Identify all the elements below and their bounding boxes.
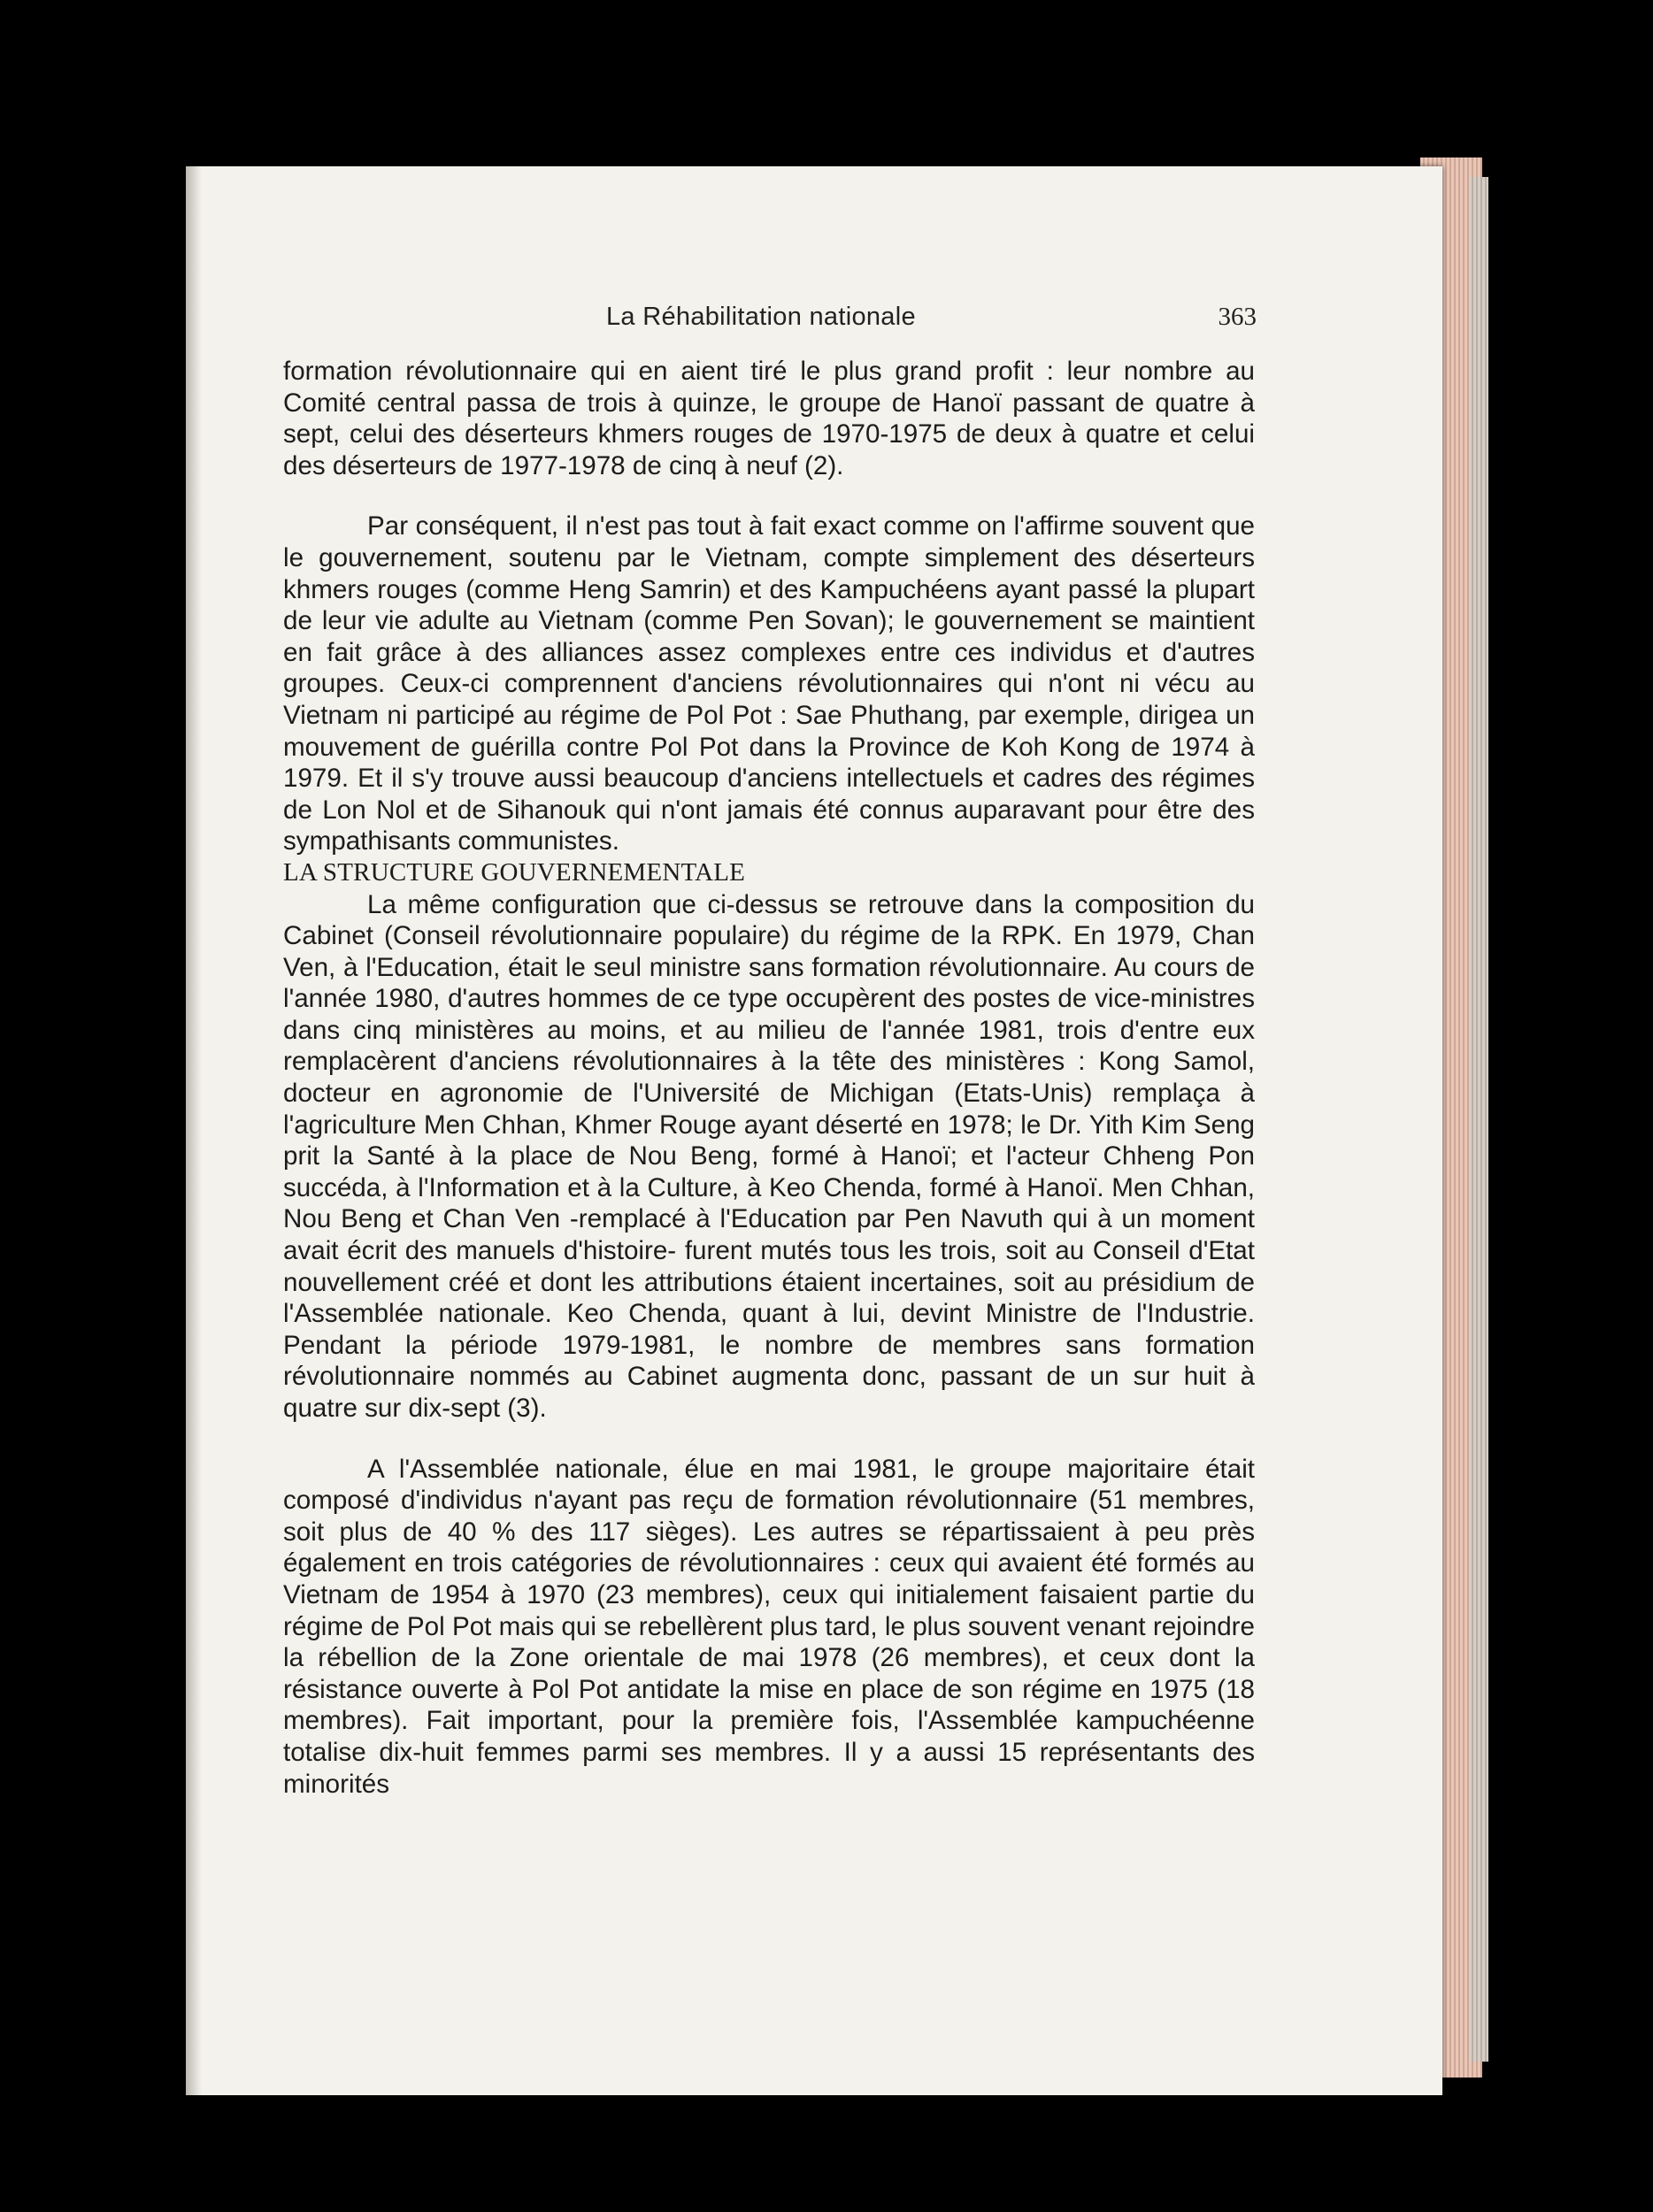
paragraph-4: A l'Assemblée nationale, élue en mai 1981, le groupe majoritaire était composé d'individus n'ayant pas reçu de formation révolutionnaire (51 membres, soit plus de 40 % des 117 sièges). Les autres se répartissaient à peu près également en trois catégories de révolutionnaires : ceux qui avaient été formés au Vietnam de 1954 à 1970 (23 membres), ceux qui initialement faisaient partie du régime de Pol Pot mais qui se rebellèrent plus tard, le plus souvent venant rejoindre la rébellion de la Zone orientale de mai 1978 (26 membres), et ceux dont la résistance ouverte à Pol Pot antidate la mise en place de son régime en 1975 (18 membres). Fait important, pour la première fois, l'Assemblée kampuchéenne totalise dix-huit femmes parmi ses membres. Il y a aussi 15 représentants des minorités [283,1454,1255,1799]
page-number: 363 [1218,303,1257,331]
body-text [283,356,1255,1800]
page-edges-inner [1469,177,1488,2062]
section-heading: LA STRUCTURE GOUVERNEMENTALE [283,857,746,887]
running-header [283,303,1257,347]
paragraph-2: Par conséquent, il n'est pas tout à fait exact comme on l'affirme souvent que le gouvernement, soutenu par le Vietnam, compte simplement des déserteurs khmers rouges (comme Heng Samrin) et des Kampuchéens ayant passé la plupart de leur vie adulte au Vietnam (comme Pen Sovan); le gouvernement se maintient en fait grâce à des alliances assez complexes entre ces individus et d'autres groupes. Ceux-ci comprennent d'anciens révolutionnaires qui n'ont ni vécu au Vietnam ni participé au régime de Pol Pot : Sae Phuthang, par exemple, dirigea un mouvement de guérilla contre Pol Pot dans la Province de Koh Kong de 1974 à 1979. Et il s'y trouve aussi beaucoup d'anciens intellectuels et cadres des régimes de Lon Nol et de Sihanouk qui n'ont jamais été connus auparavant pour être des sympathisants communistes. [283,511,1255,856]
paragraph-3: La même configuration que ci-dessus se retrouve dans la composition du Cabinet (Conseil révolutionnaire populaire) du régime de la RPK. En 1979, Chan Ven, à l'Education, était le seul ministre sans formation révolutionnaire. Au cours de l'année 1980, d'autres hommes de ce type occupèrent des postes de vice-ministres dans cinq ministères au moins, et au milieu de l'année 1981, trois d'entre eux remplacèrent d'anciens révolutionnaires à la tête des ministères : Kong Samol, docteur en agronomie de l'Université de Michigan (Etats-Unis) remplaça à l'agriculture Men Chhan, Khmer Rouge ayant déserté en 1978; le Dr. Yith Kim Seng prit la Santé à la place de Nou Beng, formé à Hanoï; et l'acteur Chheng Pon succéda, à l'Information et à la Culture, à Keo Chenda, formé à Hanoï. Men Chhan, Nou Beng et Chan Ven -remplacé à l'Education par Pen Navuth qui à un moment avait écrit des manuels d'histoire- furent mutés tous les trois, soit au Conseil d'Etat nouvellement créé et dont les attributions étaient incertaines, soit au présidium de l'Assemblée nationale. Keo Chenda, quant à lui, devint Ministre de l'Industrie. Pendant la période 1979-1981, le nombre de membres sans formation révolutionnaire nommés au Cabinet augmenta donc, passant de un sur huit à quatre sur dix-sept (3). [283,889,1255,1423]
paragraph-1: formation révolutionnaire qui en aient tiré le plus grand profit : leur nombre au Comité central passa de trois à quinze, le groupe de Hanoï passant de quatre à sept, celui des déserteurs khmers rouges de 1970-1975 de deux à quatre et celui des déserteurs de 1977-1978 de cinq à neuf (2). [283,357,1255,480]
running-title: La Réhabilitation nationale [606,303,916,331]
page-gutter-shadow [186,166,202,2095]
